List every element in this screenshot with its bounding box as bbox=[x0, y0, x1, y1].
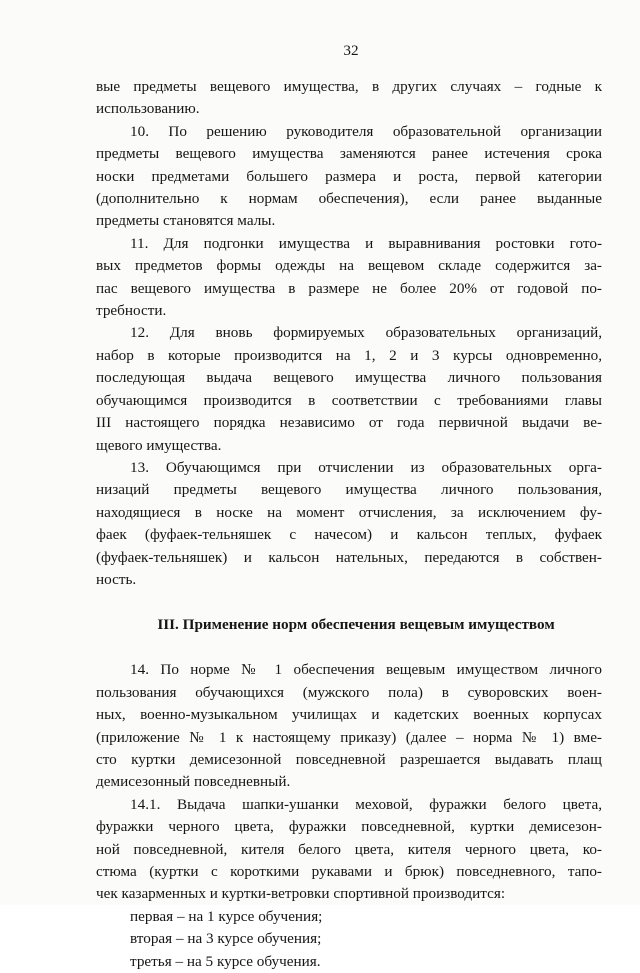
text-line: чек казарменных и куртки-ветровки спортивной производится: bbox=[96, 885, 506, 903]
text-line: (дополнительно к нормам обеспечения), если ранее выданные bbox=[96, 190, 602, 208]
text-line: ность. bbox=[96, 570, 137, 588]
text-line: пас вещевого имущества в размере не более 20% от годовой по- bbox=[96, 279, 602, 297]
text-line: ных, военно-музыкальном училищах и кадетских военных корпусах bbox=[96, 706, 602, 724]
paragraph bbox=[96, 76, 602, 121]
text-line: носки предметами большего размера и роста, первой категории bbox=[96, 167, 602, 185]
section-text bbox=[96, 659, 602, 905]
text-line: 12. Для вновь формируемых образовательных организаций, bbox=[130, 324, 602, 342]
paragraph bbox=[96, 457, 602, 591]
text-line: последующая выдача вещевого имущества личного пользования bbox=[96, 369, 602, 387]
text-line: обучающимся производится в соответствии с требованиями главы bbox=[96, 391, 602, 409]
text-line: низаций предметы вещевого имущества личного пользования, bbox=[96, 481, 602, 499]
list-item: вторая – на 3 курсе обучения; bbox=[130, 930, 322, 948]
list-item: первая – на 1 курсе обучения; bbox=[130, 907, 323, 925]
paragraph bbox=[96, 121, 602, 233]
body-text bbox=[96, 76, 602, 591]
text-line: (приложение № 1 к настоящему приказу) (далее – норма № 1) вме- bbox=[96, 728, 602, 746]
text-line: 14. По норме № 1 обеспечения вещевым имуществом личного bbox=[130, 661, 602, 679]
text-line: фаек (фуфаек-тельняшек с начесом) и кальсон теплых, фуфаек bbox=[96, 526, 602, 544]
text-line: использованию. bbox=[96, 100, 200, 118]
text-line: предметы становятся малы. bbox=[96, 212, 276, 230]
text-line: 11. Для подгонки имущества и выравнивания ростовки гото- bbox=[130, 234, 602, 252]
paragraph bbox=[96, 233, 602, 323]
text-line: пользования обучающихся (мужского пола) в суворовских воен- bbox=[96, 683, 602, 701]
list-item: третья – на 5 курсе обучения. bbox=[130, 952, 321, 970]
text-line: ной повседневной, кителя белого цвета, кителя черного цвета, ко- bbox=[96, 840, 602, 858]
text-line: щевого имущества. bbox=[96, 436, 222, 454]
section-heading: III. Применение норм обеспечения вещевым имуществом bbox=[157, 616, 555, 634]
text-line: требности. bbox=[96, 302, 167, 320]
paragraph bbox=[96, 322, 602, 456]
text-line: вые предметы вещевого имущества, в других случаях – годные к bbox=[96, 78, 602, 95]
course-list bbox=[96, 906, 602, 973]
text-line: демисезонный повседневный. bbox=[96, 773, 291, 791]
text-line: набор в которые производится на 1, 2 и 3 курсы одновременно, bbox=[96, 346, 602, 364]
page-number: 32 bbox=[343, 42, 359, 59]
text-line: III настоящего порядка независимо от года первичной выдачи ве- bbox=[96, 414, 602, 432]
paragraph bbox=[96, 659, 602, 793]
text-line: стюма (куртки с короткими рукавами и брюк) повседневного, тапо- bbox=[96, 863, 602, 880]
text-line: фуражки черного цвета, фуражки повседневной, куртки демисезон- bbox=[96, 818, 602, 836]
paragraph bbox=[96, 794, 602, 906]
text-line: сто куртки демисезонной повседневной разрешается выдавать плащ bbox=[96, 750, 602, 768]
text-line: 14.1. Выдача шапки-ушанки меховой, фуражки белого цвета, bbox=[130, 795, 602, 813]
text-line: вых предметов формы одежды на вещевом складе содержится за- bbox=[96, 257, 602, 275]
text-line: 13. Обучающимся при отчислении из образовательных орга- bbox=[130, 458, 602, 476]
text-line: находящиеся в носке на момент отчисления, за исключением фу- bbox=[96, 503, 602, 521]
text-line: 10. По решению руководителя образовательной организации bbox=[130, 122, 602, 140]
text-line: предметы вещевого имущества заменяются ранее истечения срока bbox=[96, 145, 602, 163]
text-line: (фуфаек-тельняшек) и кальсон нательных, передаются в собствен- bbox=[96, 548, 602, 566]
